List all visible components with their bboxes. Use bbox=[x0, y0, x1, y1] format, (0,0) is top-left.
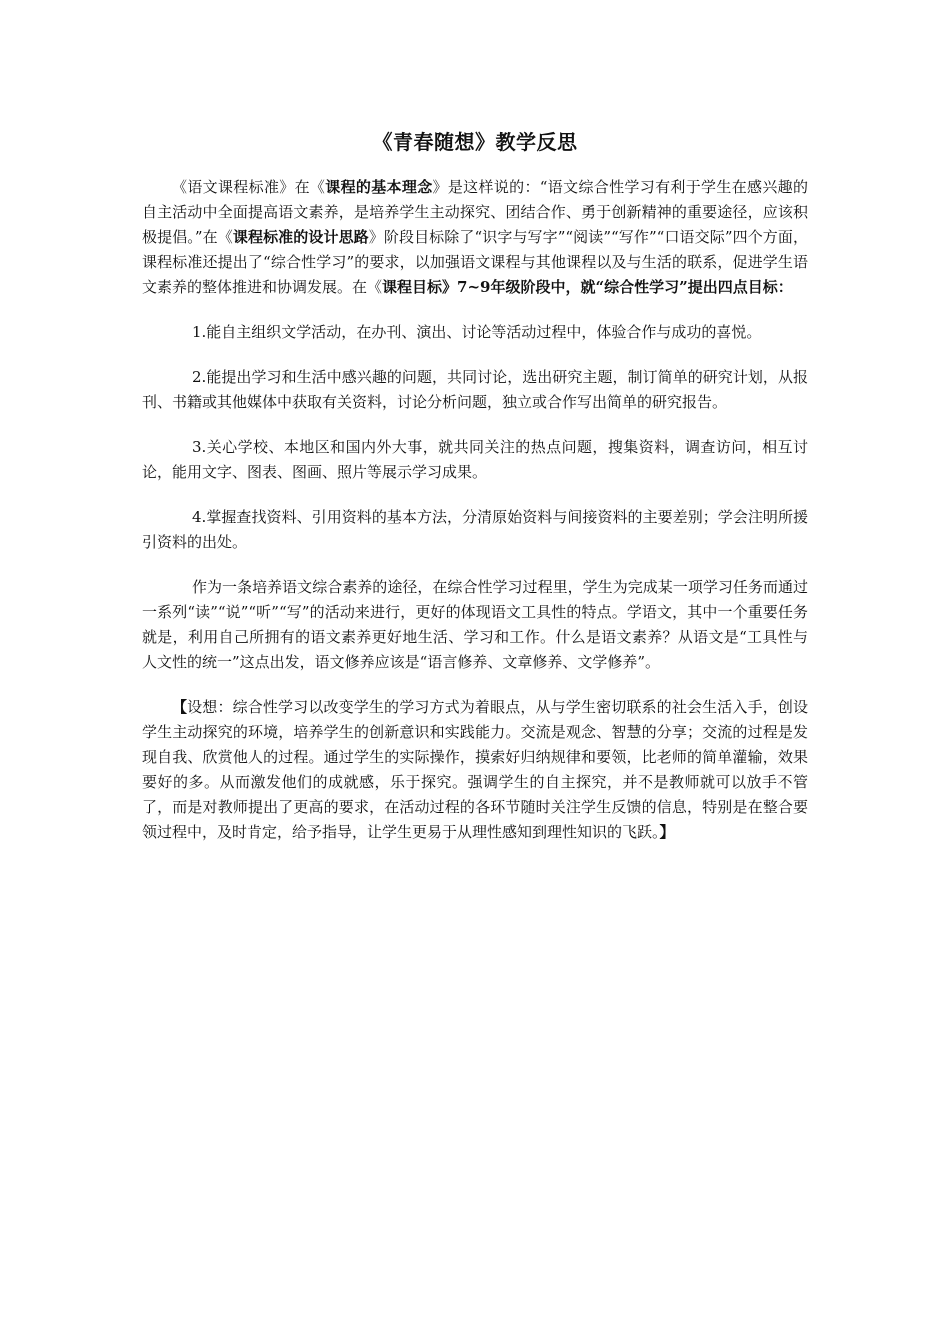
goal-item-2: 2.能提出学习和生活中感兴趣的问题，共同讨论，选出研究主题，制订简单的研究计划，从报刊、书籍或其他媒体中获取有关资料，讨论分析问题，独立或合作写出简单的研究报告。 bbox=[142, 368, 808, 411]
note-close-bracket: 】 bbox=[659, 823, 675, 841]
note-paragraph bbox=[142, 695, 808, 845]
goal-item-3: 3.关心学校、本地区和国内外大事，就共同关注的热点问题，搜集资料，调查访问，相互讨论，能用文字、图表、图画、照片等展示学习成果。 bbox=[142, 438, 808, 481]
body-paragraph: 作为一条培养语文综合素养的途径，在综合性学习过程里，学生为完成某一项学习任务而通过一系列“读”“说”“听”“写”的活动来进行，更好的体现语文工具性的特点。学语文，其中一个重要任务就是，利用自己所拥有的语文素养更好地生活、学习和工作。什么是语文素养？从语文是“工具性与人文性的统一”这点出发，语文修养应该是“语言修养、文章修养、文学修养”。 bbox=[142, 578, 808, 671]
document-title: 《青春随想》教学反思 bbox=[372, 130, 578, 154]
intro-text-2: 》是这样说的：“语文综合性学习有利于学生在感兴趣的自主活动中全面提高语文素养，是培养学生主动探究、团结合作、勇于创新精神的重要途径，应该积极提倡。”在《 bbox=[142, 178, 808, 246]
intro-bold-2: 课程标准的设计思路 bbox=[232, 228, 369, 246]
goal-item-4: 4.掌握查找资料、引用资料的基本方法，分清原始资料与间接资料的主要差别；学会注明所援引资料的出处。 bbox=[142, 508, 808, 551]
note-open-bracket: 【 bbox=[172, 698, 188, 716]
intro-text-3: 》阶段目标除了“识字与写字”“阅读”“写作”“口语交际”四个方面，课程标准还提出了“综合性学习”的要求，以加强语文课程与其他课程以及与生活的联系，促进学生语文素养的整体推进和协调发展。在《 bbox=[142, 228, 809, 296]
intro-bold-3: 课程目标》7~9年级阶段中，就“综合性学习”提出四点目标： bbox=[382, 278, 793, 296]
intro-text-1: 《语文课程标准》在《 bbox=[172, 178, 326, 196]
intro-paragraph bbox=[142, 175, 808, 300]
note-body: 设想：综合性学习以改变学生的学习方式为着眼点，从与学生密切联系的社会生活入手，创设学生主动探究的环境，培养学生的创新意识和实践能力。交流是观念、智慧的分享；交流的过程是发现自我、欣赏他人的过程。通过学生的实际操作，摸索好归纳规律和要领，比老师的简单灌输，效果要好的多。从而激发他们的成就感，乐于探究。强调学生的自主探究，并不是教师就可以放手不管了，而是对教师提出了更高的要求，在活动过程的各环节随时关注学生反馈的信息，特别是在整合要领过程中，及时肯定，给予指导，让学生更易于从理性感知到理性知识的飞跃。 bbox=[142, 698, 808, 841]
intro-bold-1: 课程的基本理念 bbox=[325, 178, 433, 196]
goal-item-1: 1.能自主组织文学活动，在办刊、演出、讨论等活动过程中，体验合作与成功的喜悦。 bbox=[192, 323, 762, 341]
